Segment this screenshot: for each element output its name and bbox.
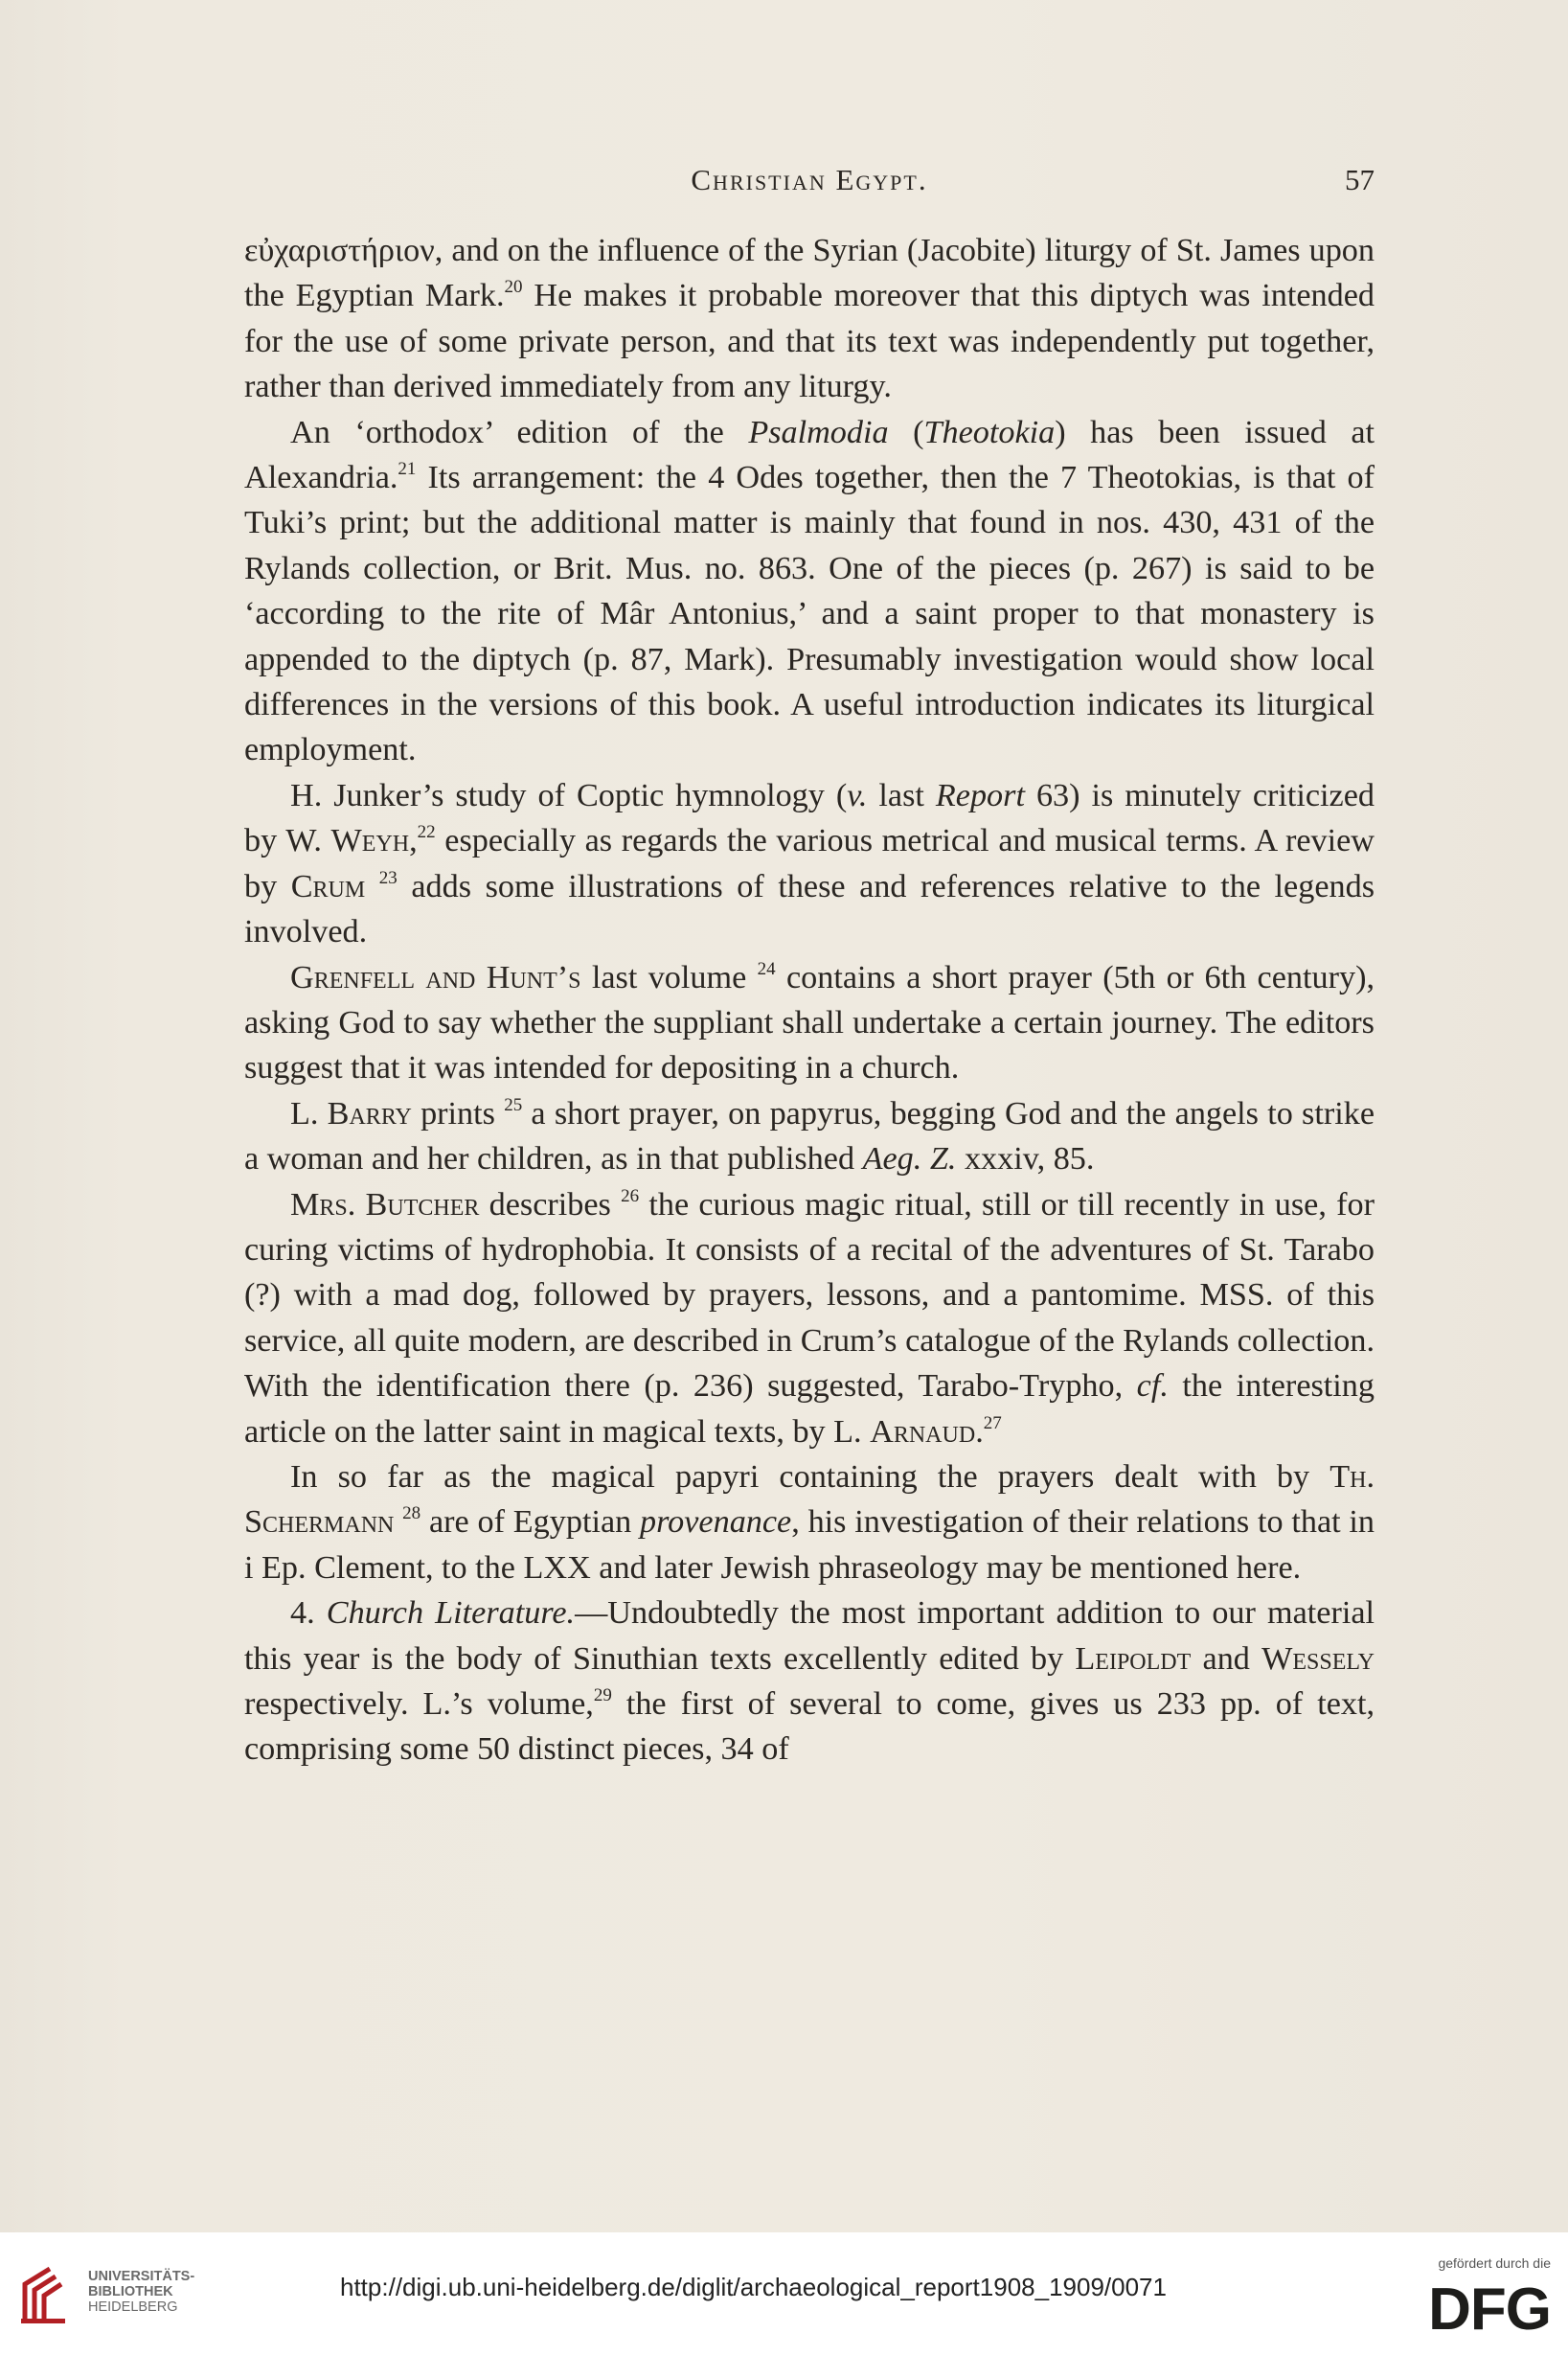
page-number: 57	[1345, 163, 1375, 196]
paragraph: Mrs. Butcher describes $^{26}$ the curious magic ritual, still or till recently in use, for curing victims of hydrophobia. It consists of a recital of the adventures of St. Tarabo (?) with a mad dog, followed by prayers, lessons, and a pantomime. MSS. of this service, all quite modern, are described in Crum’s catalogue of the Rylands collection. With the identification there (p. 236) suggested, Tarabo-Trypho, cf. the interesting article on the latter saint in magical texts, by L. Arnaud.$^{27}$	[244, 1185, 1375, 1450]
paragraph: L. Barry prints $^{25}$ a short prayer, on papyrus, begging God and the angels to strike a woman and her children, as in that published Aeg. Z. xxxiv, 85.	[244, 1094, 1375, 1178]
library-name	[88, 2269, 194, 2315]
university-library-logo-icon	[17, 2261, 84, 2328]
paragraph: H. Junker’s study of Coptic hymnology (v. last Report 63) is minutely criticized by W. Weyh,$^{22}$ especially as regards the various metrical and musical terms. A review by Crum $^{23}$ adds some illustrations of these and references relative to the legends involved.	[244, 777, 1375, 950]
library-name-line2: BIBLIOTHEK	[88, 2284, 173, 2299]
funding-caption: gefördert durch die	[1438, 2255, 1551, 2271]
running-title: Christian Egypt.	[691, 163, 928, 196]
paragraph: In so far as the magical papyri containing the prayers dealt with by Th. Schermann $^{28}$ are of Egyptian provenance, his investigation of their relations to that in i Ep. Clement, to the LXX and later Jewish phraseology may be mentioned here.	[244, 1458, 1375, 1586]
paragraph: Grenfell and Hunt’s last volume $^{24}$ contains a short prayer (5th or 6th century), asking God to say whether the suppliant shall undertake a certain journey. The editors suggest that it was intended for depositing in a church.	[244, 958, 1375, 1087]
running-header	[244, 163, 1375, 201]
paragraph: εὐχαριστήριον, and on the influence of the Syrian (Jacobite) liturgy of St. James upon the Egyptian Mark.$^{20}$ He makes it probable moreover that this diptych was intended for the use of some private person, and that its text was independently put together, rather than derived immediately from any liturgy.	[244, 233, 1375, 405]
dfg-logo: DFG	[1428, 2276, 1551, 2343]
paragraph: 4. Church Literature.—Undoubtedly the most important addition to our material this year is the body of Sinuthian texts excellently edited by Leipoldt and Wessely respectively. L.’s volume,$^{29}$ the first of several to come, gives us 233 pp. of text, comprising some 50 distinct pieces, 34 of	[244, 1595, 1375, 1768]
body-text	[244, 228, 1375, 1773]
permalink-url[interactable]: http://digi.ub.uni-heidelberg.de/diglit/archaeological_report1908_1909/0071	[340, 2273, 1167, 2301]
paragraph: An ‘orthodox’ edition of the Psalmodia (Theotokia) has been issued at Alexandria.$^{21}$ Its arrangement: the 4 Odes together, then the 7 Theotokias, is that of Tuki’s print; but the additional matter is mainly that found in nos. 430, 431 of the Rylands collection, or Brit. Mus. no. 863. One of the pieces (p. 267) is said to be ‘according to the rite of Mâr Antonius,’ and a saint proper to that monastery is appended to the diptych (p. 87, Mark). Presumably investigation would show local differences in the versions of this book. A useful introduction indicates its liturgical employment.	[244, 414, 1375, 768]
library-name-line3: HEIDELBERG	[88, 2299, 178, 2315]
footer-bar	[0, 2232, 1568, 2356]
library-name-line1: UNIVERSITÄTS-	[88, 2269, 195, 2284]
